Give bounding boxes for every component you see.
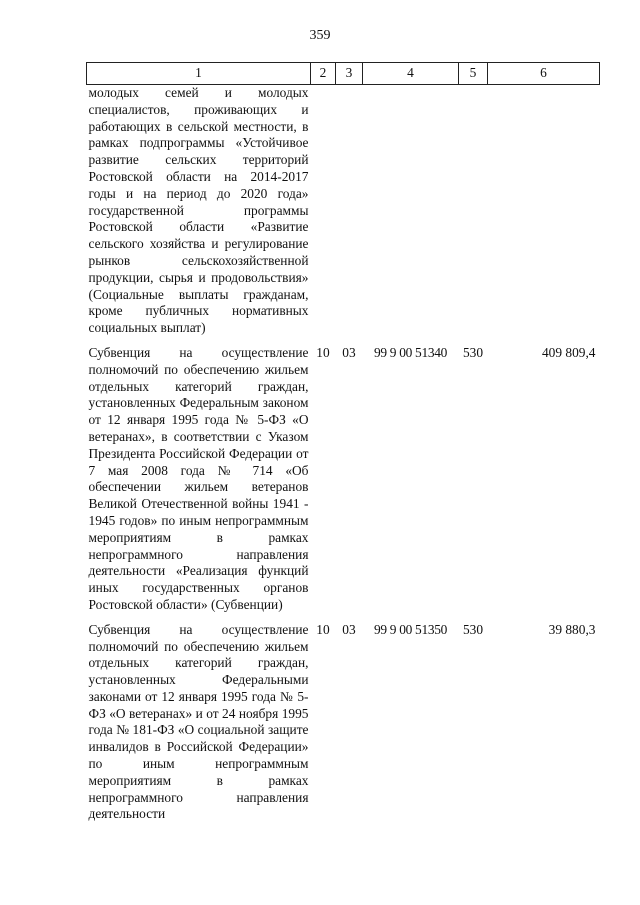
row-subsection-code: 03 (342, 621, 356, 637)
row-description: Субвенция на осуществление полномочий по обеспечению жильем отдельных категорий граждан, установленных Федеральными законами от 12 января 1995 года № 5-ФЗ «О ветеранах» и от 24 ноября 1995 года № 181-ФЗ «О социальной защите инвалидов в Российской Федерации» по иным непрограммным мероприятиям в рамках непрограммного направления деятельности (88, 621, 309, 822)
row-amount (488, 85, 600, 337)
table-row (87, 85, 600, 337)
table-row (87, 345, 600, 614)
row-expense-type-code: 530 (462, 621, 484, 637)
table-row (87, 622, 600, 824)
row-spacer (87, 337, 600, 345)
row-section-code (311, 85, 336, 337)
column-header: 3 (336, 63, 363, 85)
column-header: 5 (459, 63, 488, 85)
column-header: 2 (311, 63, 336, 85)
row-expense-type-code: 530 (462, 344, 484, 360)
column-header: 6 (488, 63, 600, 85)
row-amount: 409 809,4 (541, 344, 596, 360)
table-header-row (87, 63, 600, 85)
row-target-article-code (363, 85, 459, 337)
budget-table (86, 62, 600, 823)
row-spacer (87, 614, 600, 622)
row-subsection-code: 03 (342, 344, 356, 360)
row-subsection-code (336, 85, 363, 337)
row-description: Субвенция на осуществление полномочий по обеспечению жильем отдельных категорий граждан, установленных Федеральным законом от 12 января 1995 года № 5-ФЗ «О ветеранах», в соответствии с Указом Президента Российской Федерации от 7 мая 2008 года № 714 «Об обеспечении жильем ветеранов Великой Отечественной войны 1941 - 1945 годов» по иным непрограммным мероприятиям в рамках непрограммного направления деятельности «Реализация функций иных государственных органов Ростовской области» (Субвенции) (88, 344, 309, 612)
row-section-code: 10 (316, 621, 330, 637)
row-description: молодых семей и молодых специалистов, проживающих и работающих в сельской местности, в рамках подпрограммы «Устойчивое развитие сельских территорий Ростовской области на 2014-2017 годы и на период до 2020 года» государственной программы Ростовской области «Развитие сельского хозяйства и регулирование рынков сельскохозяйственной продукции, сырья и продовольствия» (Социальные выплаты гражданам, кроме публичных нормативных социальных выплат) (88, 85, 309, 336)
row-section-code: 10 (316, 344, 330, 360)
row-expense-type-code (459, 85, 488, 337)
column-header: 4 (363, 63, 459, 85)
row-amount: 39 880,3 (548, 621, 596, 637)
row-target-article-code: 99 9 00 51340 (373, 344, 448, 360)
page-number: 359 (309, 28, 331, 43)
row-target-article-code: 99 9 00 51350 (373, 621, 448, 637)
column-header: 1 (87, 63, 311, 85)
